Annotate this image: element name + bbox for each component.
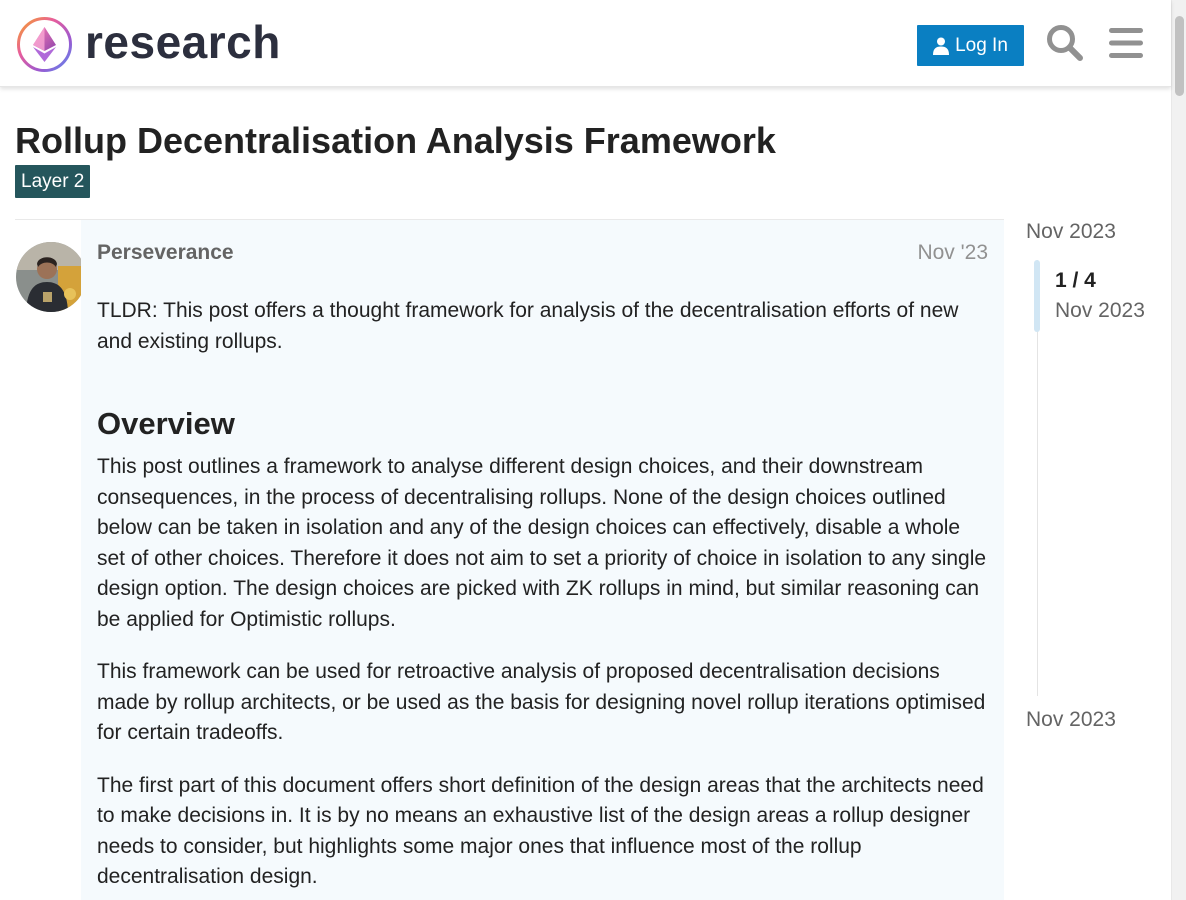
login-button[interactable] (917, 25, 1024, 66)
login-label: Log In (955, 34, 1008, 56)
search-icon (1045, 23, 1085, 63)
site-header (0, 0, 1171, 87)
topic-timeline (1026, 220, 1166, 750)
post-date[interactable]: Nov '23 (917, 241, 988, 264)
hamburger-menu-icon (1108, 26, 1144, 60)
avatar-photo-icon (16, 242, 86, 312)
topic-title[interactable]: Rollup Decentralisation Analysis Framework (15, 120, 776, 161)
overview-paragraph-1: This post outlines a framework to analyse different design choices, and their downstream consequences, in the process of decentralising rollups. None of the design choices outlined below can be taken in isolation and any of the design choices can effectively, disable a whole set of other choices. Therefore it does not aim to set a priority of choice in isolation to any single design option. The design choices are picked with ZK rollups in mind, but similar reasoning can be applied for Optimistic rollups. (97, 455, 987, 631)
timeline-current-date: Nov 2023 (1055, 299, 1145, 322)
category-badge-layer-2[interactable]: Layer 2 (15, 165, 90, 198)
post-author-username[interactable]: Perseverance (97, 241, 234, 264)
overview-paragraph-2: This framework can be used for retroactive analysis of proposed decentralisation decisions made by rollup architects, or be used as the basis for designing novel rollup iterations optimised for certain tradeoffs. (97, 660, 986, 744)
timeline-post-counter: 1 / 4 (1055, 269, 1096, 292)
tldr-paragraph: TLDR: This post offers a thought framework for analysis of the decentralisation efforts of new and existing rollups. (97, 299, 959, 353)
page-scrollbar[interactable] (1171, 0, 1186, 900)
ethereum-research-logo-icon (16, 16, 73, 73)
timeline-scroll-handle[interactable] (1034, 260, 1040, 332)
search-button[interactable] (1043, 21, 1087, 65)
hamburger-menu-button[interactable] (1104, 21, 1148, 65)
user-icon (933, 37, 949, 55)
overview-heading: Overview (97, 406, 235, 441)
post-body (81, 220, 1004, 900)
scrollbar-thumb[interactable] (1175, 16, 1184, 96)
overview-paragraph-3: The first part of this document offers short definition of the design areas that the architects need to make decisions in. It is by no means an exhaustive list of the design areas a rollup designer needs to consider, but highlights some major ones that influence most of the rollup decentralisation design. (97, 773, 984, 888)
post-content (97, 296, 992, 900)
user-avatar[interactable] (16, 242, 86, 312)
site-logo[interactable] (16, 14, 281, 74)
timeline-start-date[interactable]: Nov 2023 (1026, 220, 1116, 243)
timeline-end-date[interactable]: Nov 2023 (1026, 708, 1116, 731)
site-name: research (85, 16, 281, 68)
